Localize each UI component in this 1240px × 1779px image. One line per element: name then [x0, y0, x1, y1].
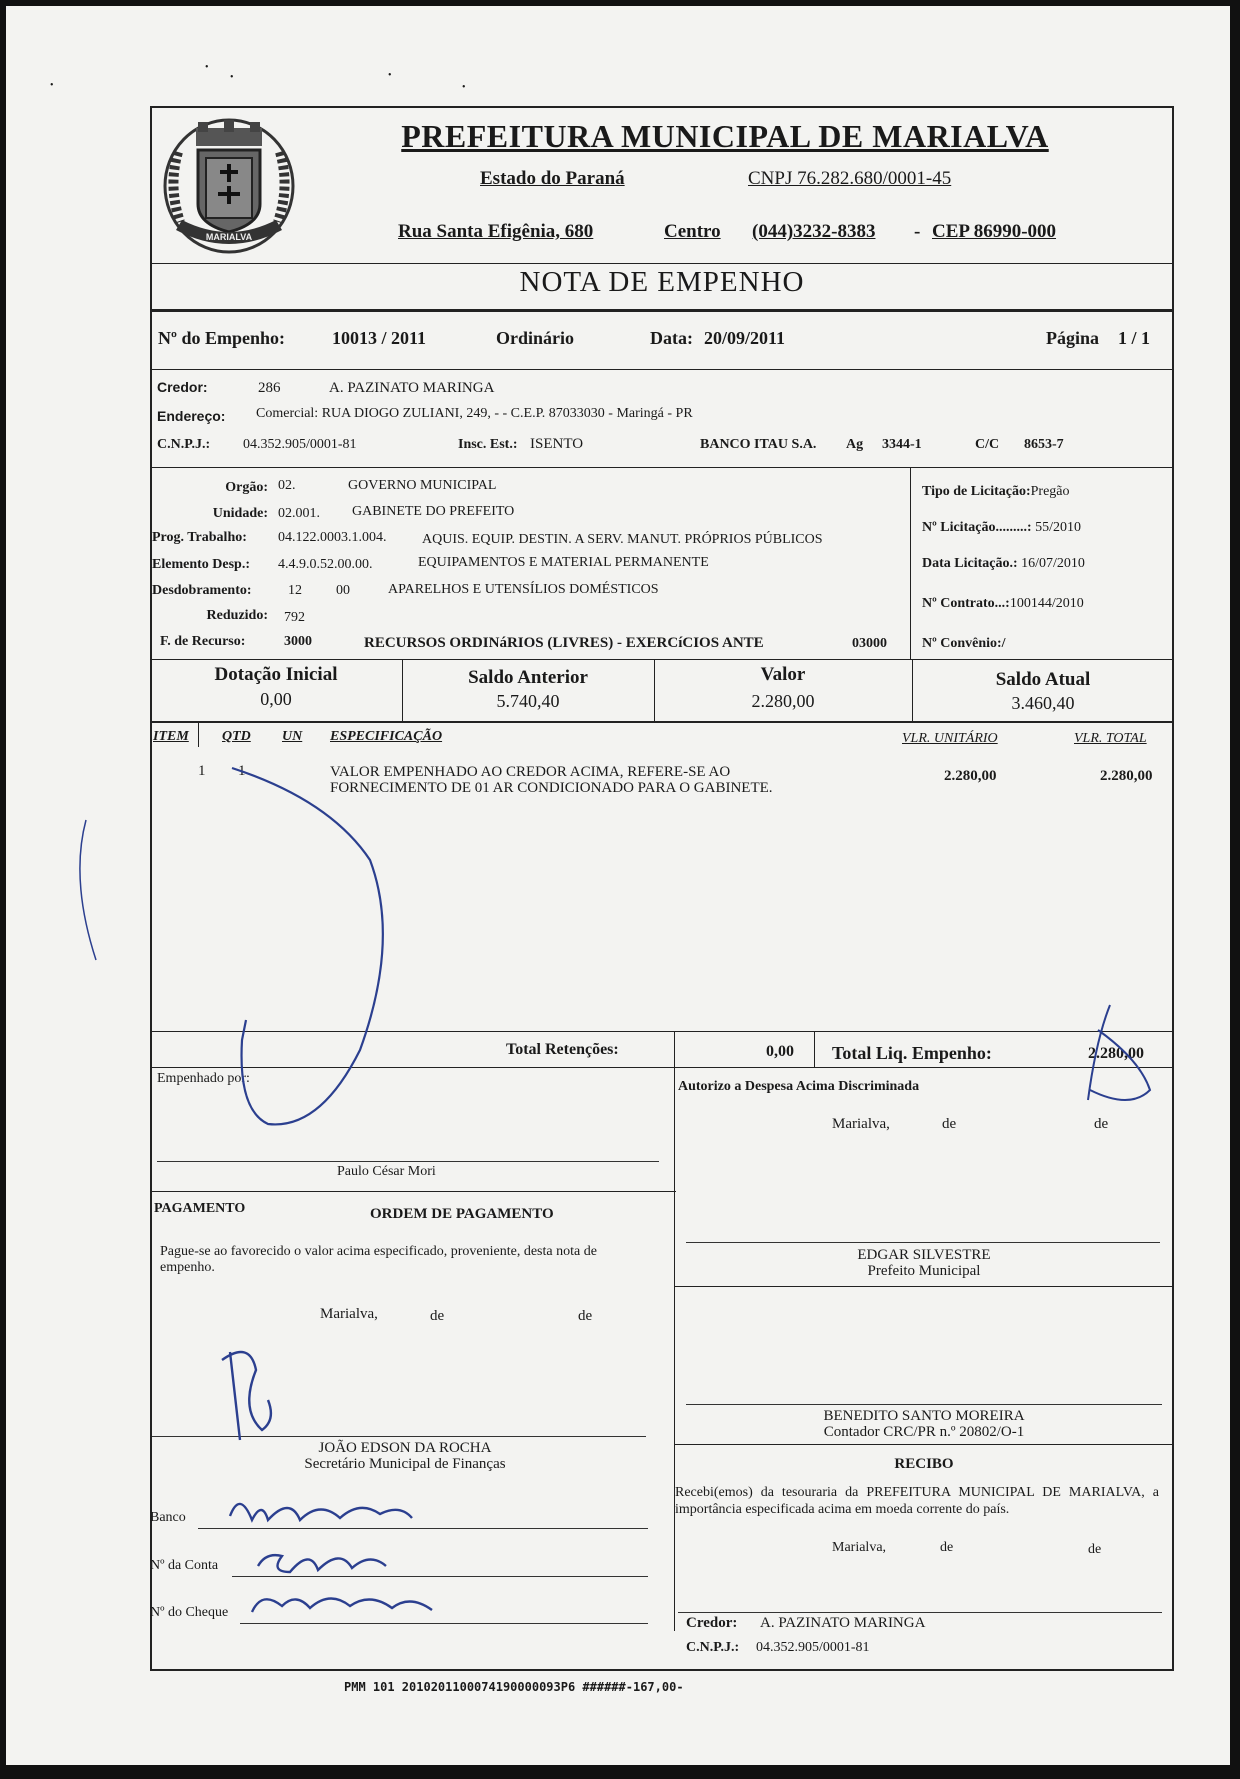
licitacao-number-row [922, 520, 1081, 536]
mayor-name: EDGAR SILVESTRE [857, 1247, 991, 1263]
reduzido-value: 792 [284, 610, 305, 625]
state-registration: ISENTO [530, 436, 584, 452]
autorizo-de2: de [1094, 1116, 1109, 1132]
credor-cnpj: 04.352.905/0001-81 [243, 437, 357, 452]
divider [150, 467, 1174, 468]
scan-speck: • [388, 70, 392, 81]
state-name: Estado do Paraná [480, 168, 625, 189]
prog-label: Prog. Trabalho: [152, 530, 247, 545]
date-label: Data: [650, 328, 693, 348]
address-street: Rua Santa Efigênia, 680 [398, 221, 594, 242]
divider [150, 309, 1174, 312]
item-spec-line1: VALOR EMPENHADO AO CREDOR ACIMA, REFERE-SE AO [330, 764, 731, 780]
scan-speck: • [230, 72, 234, 83]
col-unit-value: VLR. UNITÁRIO [902, 731, 998, 746]
saldo-anterior-value: 5.740,40 [496, 691, 560, 711]
recurso-code-2: 03000 [852, 636, 887, 651]
recibo-credor-label: Credor: [686, 1615, 738, 1631]
divider [150, 1191, 676, 1192]
col-total-value: VLR. TOTAL [1074, 731, 1147, 746]
pagamento-text: Pague-se ao favorecido o valor acima especificado, proveniente, desta nota de empenho. [160, 1244, 597, 1275]
saldo-atual-label: Saldo Atual [995, 669, 1091, 690]
divider [814, 1031, 815, 1067]
prog-code: 04.122.0003.1.004. [278, 530, 387, 545]
signature-line [678, 1612, 1162, 1613]
municipality-title: PREFEITURA MUNICIPAL DE MARIALVA [401, 118, 1049, 154]
agency-number: 3344-1 [882, 437, 922, 452]
secretary-role: Secretário Municipal de Finanças [304, 1456, 506, 1472]
prog-name: AQUIS. EQUIP. DESTIN. A SERV. MANUT. PRÓPRIOS PÚBLICOS [422, 532, 823, 547]
scan-speck: • [462, 82, 466, 93]
recibo-credor: A. PAZINATO MARINGA [760, 1615, 926, 1631]
municipal-crest-icon [158, 112, 300, 260]
licitacao-type-row [922, 484, 1070, 500]
licitacao-date-row [922, 556, 1085, 572]
contador-name: BENEDITO SANTO MOREIRA [823, 1408, 1025, 1424]
contrato-label: Nº Contrato...: [922, 596, 1010, 611]
unidade-code: 02.001. [278, 506, 320, 521]
recibo-de2: de [1088, 1542, 1102, 1557]
col-qtd: QTD [222, 729, 251, 744]
empenho-type: Ordinário [496, 328, 575, 348]
signature-line [686, 1242, 1160, 1243]
dotacao-inicial-value: 0,00 [260, 689, 292, 709]
credor-address: Comercial: RUA DIOGO ZULIANI, 249, - - C.E.P. 87033030 - Maringá - PR [256, 406, 693, 421]
ordem-title: ORDEM DE PAGAMENTO [370, 1206, 554, 1222]
pagamento-de2: de [578, 1308, 593, 1324]
municipality-cnpj: CNPJ 76.282.680/0001-45 [748, 168, 952, 189]
orgao-code: 02. [278, 478, 296, 493]
desdobramento-code: 12 [288, 583, 302, 598]
orgao-label: Orgão: [225, 480, 268, 495]
empenho-number-label: Nº do Empenho: [158, 328, 285, 348]
recibo-city: Marialva, [832, 1540, 887, 1555]
desdobramento-subcode: 00 [336, 583, 350, 598]
recurso-label: F. de Recurso: [160, 634, 246, 649]
divider [150, 263, 1174, 264]
credor-label: Credor: [157, 379, 208, 395]
pagamento-city: Marialva, [320, 1306, 378, 1322]
item-total-value: 2.280,00 [1100, 768, 1153, 784]
divider [150, 369, 1174, 370]
address-label: Endereço: [157, 408, 226, 424]
autorizo-de1: de [942, 1116, 957, 1132]
recibo-cnpj-label: C.N.P.J.: [686, 1640, 740, 1655]
divider [150, 659, 1174, 660]
unidade-label: Unidade: [212, 506, 268, 521]
signature-line [152, 1436, 646, 1437]
licitacao-date: 16/07/2010 [1021, 556, 1085, 571]
page-number: 1 / 1 [1118, 328, 1151, 348]
autorizo-label: Autorizo a Despesa Acima Discriminada [678, 1079, 920, 1094]
saldo-anterior-label: Saldo Anterior [468, 667, 588, 688]
document-title: NOTA DE EMPENHO [519, 266, 805, 298]
recibo-title: RECIBO [894, 1456, 954, 1472]
credor-name: A. PAZINATO MARINGA [329, 380, 495, 396]
empenhado-name: Paulo César Mori [337, 1164, 436, 1179]
retencoes-value: 0,00 [766, 1043, 794, 1060]
bank-name: BANCO ITAU S.A. [700, 437, 817, 452]
divider [674, 1031, 675, 1631]
total-liquid-value: 2.280,00 [1088, 1045, 1144, 1062]
reduzido-label: Reduzido: [206, 608, 268, 623]
autorizo-city: Marialva, [832, 1116, 890, 1132]
divider [150, 1067, 1174, 1068]
col-item: ITEM [153, 729, 189, 744]
elemento-label: Elemento Desp.: [152, 557, 250, 572]
banco-line [198, 1528, 648, 1529]
credor-code: 286 [258, 380, 281, 396]
recibo-de1: de [940, 1540, 954, 1555]
contrato-row [922, 596, 1084, 612]
dotacao-inicial-label: Dotação Inicial [214, 664, 338, 685]
orgao-name: GOVERNO MUNICIPAL [348, 478, 497, 493]
account-number: 8653-7 [1024, 437, 1064, 452]
item-qty: 1 [238, 763, 246, 779]
recurso-name: RECURSOS ORDINáRIOS (LIVRES) - EXERCíCIOS ANTE [364, 635, 764, 651]
handwritten-stroke [80, 820, 96, 960]
secretary-name: JOÃO EDSON DA ROCHA [318, 1440, 492, 1456]
item-spec-line2: FORNECIMENTO DE 01 AR CONDICIONADO PARA O GABINETE. [330, 780, 773, 796]
elemento-code: 4.4.9.0.52.00.00. [278, 557, 373, 572]
licitacao-type-label: Tipo de Licitação: [922, 484, 1031, 499]
conta-line [232, 1576, 648, 1577]
item-unit-value: 2.280,00 [944, 768, 997, 784]
mayor-role: Prefeito Municipal [867, 1263, 981, 1279]
banco-label: Banco [150, 1510, 186, 1525]
cnpj-label: C.N.P.J.: [157, 437, 211, 452]
unidade-name: GABINETE DO PREFEITO [352, 504, 515, 519]
divider [674, 1444, 1174, 1445]
signature-line [157, 1161, 659, 1162]
agency-label: Ag [846, 437, 864, 452]
divider [910, 467, 911, 659]
crest-banner-text: MARIALVA [205, 232, 253, 242]
divider [674, 1286, 1174, 1287]
cep: CEP 86990-000 [932, 221, 1057, 242]
pagamento-de1: de [430, 1308, 445, 1324]
contador-role: Contador CRC/PR n.º 20802/O-1 [823, 1424, 1025, 1440]
signature-line [686, 1404, 1162, 1405]
page-label: Página [1046, 328, 1100, 348]
desdobramento-label: Desdobramento: [152, 583, 252, 598]
saldo-atual-value: 3.460,40 [1011, 693, 1075, 713]
divider [150, 721, 1174, 723]
header-separator: - [914, 221, 921, 242]
valor-value: 2.280,00 [751, 691, 815, 711]
col-spec: ESPECIFICAÇÃO [330, 729, 443, 744]
cheque-line [240, 1623, 648, 1624]
address-district: Centro [664, 221, 721, 242]
divider [198, 721, 199, 747]
scan-speck: • [50, 80, 54, 91]
valor-label: Valor [760, 664, 806, 685]
empenho-date: 20/09/2011 [704, 328, 786, 348]
retencoes-label: Total Retenções: [506, 1041, 619, 1058]
account-label: C/C [975, 437, 1000, 452]
desdobramento-name: APARELHOS E UTENSÍLIOS DOMÉSTICOS [388, 582, 659, 597]
item-number: 1 [198, 763, 206, 779]
recibo-cnpj: 04.352.905/0001-81 [756, 1640, 870, 1655]
pagamento-label: PAGAMENTO [154, 1201, 246, 1216]
licitacao-number: 55/2010 [1035, 520, 1081, 535]
empenhado-label: Empenhado por: [157, 1071, 250, 1086]
col-un: UN [282, 729, 303, 744]
convenio-label: Nº Convênio:/ [922, 636, 1006, 651]
total-liquid-label: Total Liq. Empenho: [832, 1043, 992, 1063]
state-registration-label: Insc. Est.: [458, 437, 518, 452]
cheque-label: Nº do Cheque [150, 1605, 229, 1620]
licitacao-date-label: Data Licitação.: [922, 556, 1018, 571]
scan-speck: • [205, 62, 209, 73]
contrato-number: 100144/2010 [1009, 596, 1084, 611]
footer-code: PMM 101 2010201100074190000093P6 ######-167,00- [344, 1680, 684, 1694]
conta-label: Nº da Conta [150, 1558, 219, 1573]
licitacao-type: Pregão [1030, 484, 1070, 499]
empenho-number: 10013 / 2011 [332, 328, 427, 348]
licitacao-number-label: Nº Licitação.........: [922, 520, 1032, 535]
recibo-text: Recebi(emos) da tesouraria da PREFEITURA MUNICIPAL DE MARIALVA, a importância especificada acima em moeda corrente do país. [675, 1485, 1159, 1517]
recurso-code: 3000 [284, 634, 312, 649]
elemento-name: EQUIPAMENTOS E MATERIAL PERMANENTE [418, 555, 709, 570]
divider [150, 1031, 1174, 1032]
phone: (044)3232-8383 [752, 221, 876, 242]
